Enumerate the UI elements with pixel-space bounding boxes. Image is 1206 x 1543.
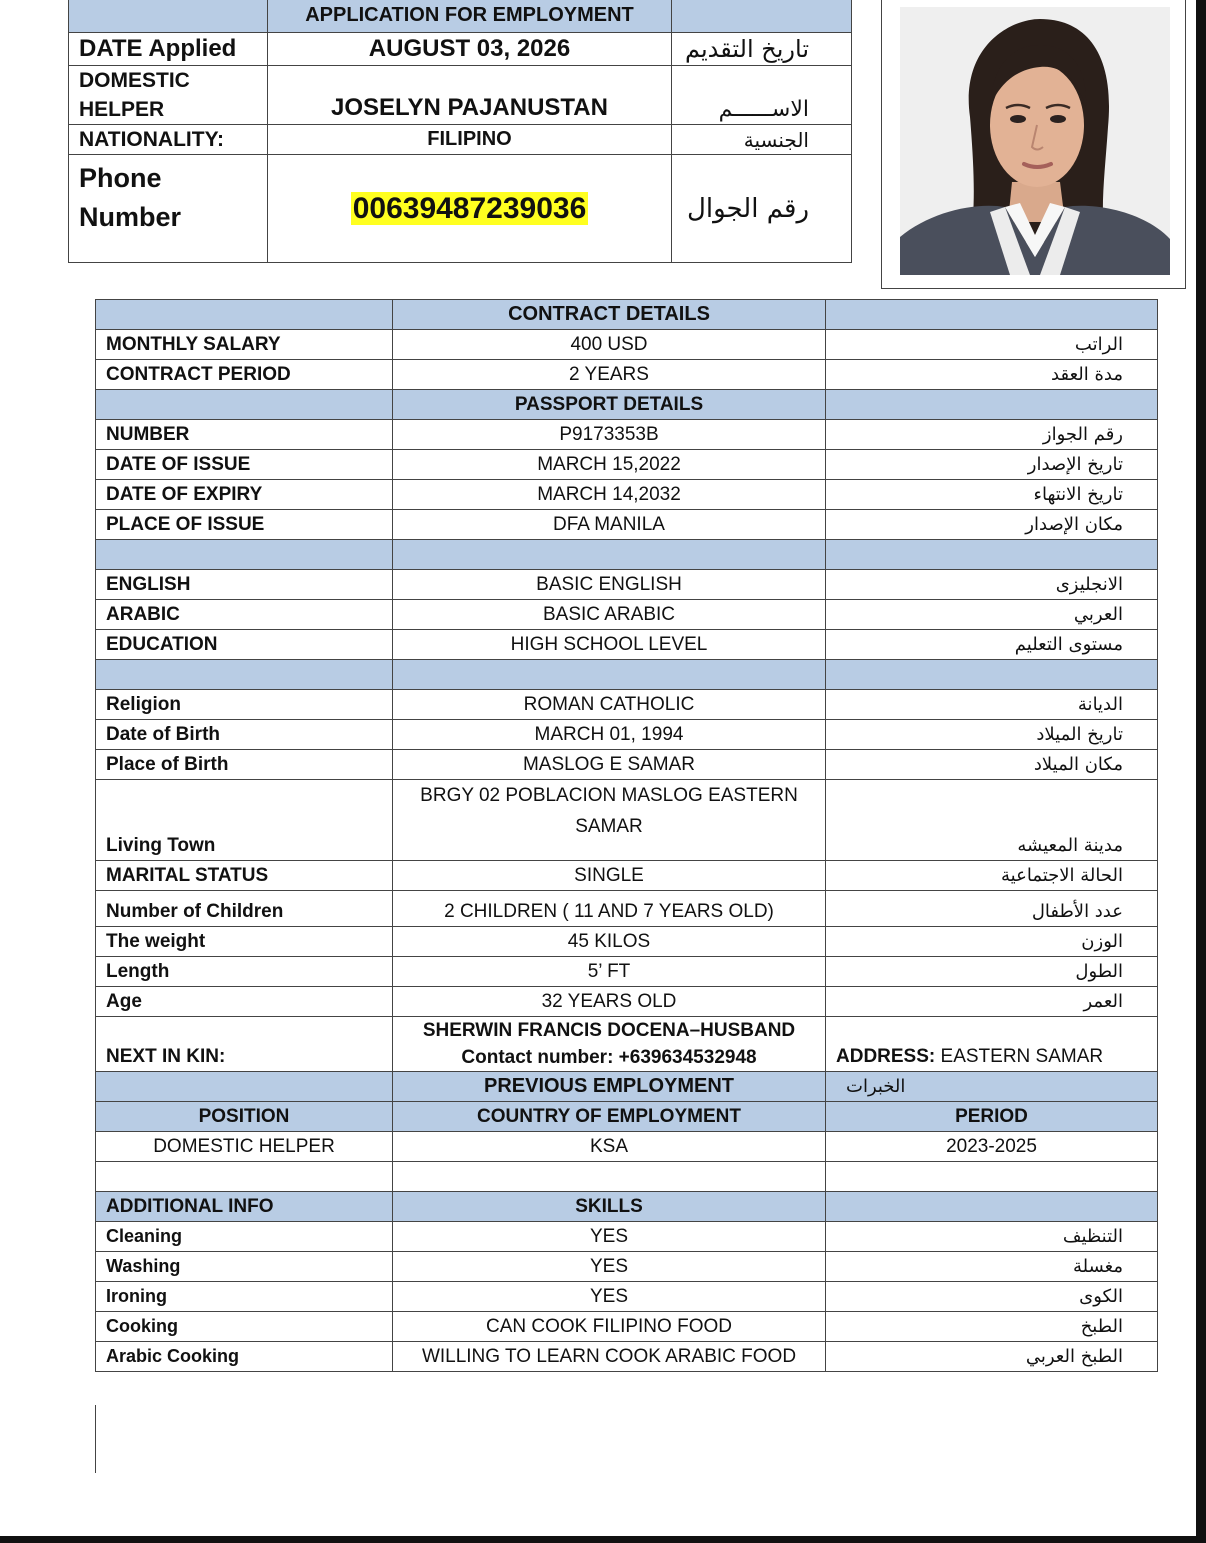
previous-employment-heading: PREVIOUS EMPLOYMENT [393,1072,826,1102]
helper-label [69,66,268,125]
previous-employment-arabic: الخبرات [826,1072,1158,1102]
details-table [95,299,1158,1372]
table-left-border-line [95,1405,96,1473]
row-arabic: الطبخ [826,1312,1158,1342]
column-header: PERIOD [826,1102,1158,1132]
row-label: Arabic Cooking [96,1342,393,1372]
row-value: BASIC ENGLISH [393,570,826,600]
row-arabic: الطبخ العربي [826,1342,1158,1372]
row-value: P9173353B [393,420,826,450]
next-of-kin-name: SHERWIN FRANCIS DOCENA–HUSBAND [422,1020,796,1041]
next-of-kin-contact: Contact number: +639634532948 [461,1047,757,1068]
row-value: SINGLE [393,861,826,891]
skills-heading: SKILLS [393,1192,826,1222]
employment-blank-row [96,1162,1158,1192]
column-header: POSITION [96,1102,393,1132]
living-town-value [393,780,826,861]
form-title: APPLICATION FOR EMPLOYMENT [268,0,672,33]
employment-row [96,1132,1158,1162]
row-label: DATE OF EXPIRY [96,480,393,510]
living-town-arabic: مدينة المعيشه [826,780,1158,861]
row-value: MARCH 01, 1994 [393,720,826,750]
phone-label [69,155,268,263]
phone-label-line-1: Phone [79,163,162,193]
skill-row [96,1222,1158,1252]
nationality-label: NATIONALITY: [69,125,268,155]
applicant-photo [900,7,1170,275]
row-value: MARCH 15,2022 [393,450,826,480]
row-value: ROMAN CATHOLIC [393,690,826,720]
skill-row [96,1342,1158,1372]
living-town-line-1: BRGY 02 POBLACION MASLOG EASTERN [420,785,798,806]
row-label: ARABIC [96,600,393,630]
nationality-row [69,125,852,155]
form-title-row [69,0,852,33]
row-label: EDUCATION [96,630,393,660]
blank-header-row [96,540,1158,570]
language-row [96,600,1158,630]
row-arabic: العمر [826,987,1158,1017]
row-arabic: الوزن [826,927,1158,957]
date-applied-row [69,33,852,66]
row-label: DATE OF ISSUE [96,450,393,480]
row-arabic: الطول [826,957,1158,987]
row-label: The weight [96,927,393,957]
row-arabic: تاريخ الإصدار [826,450,1158,480]
phone-row [69,155,852,263]
date-applied-label: DATE Applied [69,33,268,66]
personal-row [96,690,1158,720]
language-row [96,630,1158,660]
row-value: YES [393,1282,826,1312]
living-town-line-2: SAMAR [575,816,643,837]
row-label: Washing [96,1252,393,1282]
row-value: 2 YEARS [393,360,826,390]
employment-country: KSA [393,1132,826,1162]
passport-details-heading: PASSPORT DETAILS [393,390,826,420]
column-header: COUNTRY OF EMPLOYMENT [393,1102,826,1132]
contract-row [96,360,1158,390]
applicant-portrait-image [900,7,1170,275]
row-arabic: الحالة الاجتماعية [826,861,1158,891]
helper-label-line-2: HELPER [79,98,165,121]
row-arabic: مستوى التعليم [826,630,1158,660]
nationality-value: FILIPINO [268,125,672,155]
personal-row [96,861,1158,891]
row-arabic: تاريخ الميلاد [826,720,1158,750]
employment-position: DOMESTIC HELPER [96,1132,393,1162]
passport-details-header [96,390,1158,420]
helper-name-arabic: الاســــــم [672,66,852,125]
row-label: Number of Children [96,891,393,927]
row-value: CAN COOK FILIPINO FOOD [393,1312,826,1342]
row-label: MONTHLY SALARY [96,330,393,360]
living-town-label: Living Town [96,780,393,861]
row-label: NUMBER [96,420,393,450]
row-label: PLACE OF ISSUE [96,510,393,540]
blank-header-row [96,660,1158,690]
skill-row [96,1252,1158,1282]
additional-info-heading: ADDITIONAL INFO [96,1192,393,1222]
date-applied-value: AUGUST 03, 2026 [268,33,672,66]
row-value: 45 KILOS [393,927,826,957]
row-label: Age [96,987,393,1017]
row-arabic: مغسلة [826,1252,1158,1282]
language-row [96,570,1158,600]
address-value: EASTERN SAMAR [940,1046,1104,1067]
row-arabic: مكان الميلاد [826,750,1158,780]
row-label: Ironing [96,1282,393,1312]
row-label: ENGLISH [96,570,393,600]
row-value: WILLING TO LEARN COOK ARABIC FOOD [393,1342,826,1372]
personal-row [96,720,1158,750]
date-applied-arabic: تاريخ التقديم [672,33,852,66]
next-of-kin-label: NEXT IN KIN: [96,1017,393,1072]
row-value: 32 YEARS OLD [393,987,826,1017]
row-arabic: التنظيف [826,1222,1158,1252]
passport-row [96,420,1158,450]
row-value: MARCH 14,2032 [393,480,826,510]
helper-name: JOSELYN PAJANUSTAN [268,66,672,125]
next-of-kin-row [96,1017,1158,1072]
nationality-arabic: الجنسية [672,125,852,155]
row-label: MARITAL STATUS [96,861,393,891]
phone-label-line-2: Number [79,202,182,232]
row-value: HIGH SCHOOL LEVEL [393,630,826,660]
personal-row [96,957,1158,987]
row-value: BASIC ARABIC [393,600,826,630]
row-arabic: العربي [826,600,1158,630]
row-label: Length [96,957,393,987]
row-label: Date of Birth [96,720,393,750]
row-arabic: تاريخ الانتهاء [826,480,1158,510]
contract-row [96,330,1158,360]
employment-period: 2023-2025 [826,1132,1158,1162]
row-arabic: مدة العقد [826,360,1158,390]
personal-row [96,891,1158,927]
applicant-photo-frame [881,0,1186,289]
row-value: 400 USD [393,330,826,360]
skills-header [96,1192,1158,1222]
employment-columns-row [96,1102,1158,1132]
row-label: Religion [96,690,393,720]
row-arabic: الراتب [826,330,1158,360]
passport-row [96,480,1158,510]
applicant-info-table [68,0,852,263]
skill-row [96,1312,1158,1342]
row-value: 5’ FT [393,957,826,987]
row-arabic: الانجليزى [826,570,1158,600]
personal-row [96,987,1158,1017]
row-label: Place of Birth [96,750,393,780]
row-arabic: الديانة [826,690,1158,720]
row-arabic: الكوى [826,1282,1158,1312]
skill-row [96,1282,1158,1312]
row-value: YES [393,1252,826,1282]
contract-details-heading: CONTRACT DETAILS [393,300,826,330]
contract-details-header [96,300,1158,330]
row-label: Cooking [96,1312,393,1342]
row-arabic: رقم الجواز [826,420,1158,450]
previous-employment-header [96,1072,1158,1102]
living-town-row [96,780,1158,861]
helper-name-row [69,66,852,125]
row-value: YES [393,1222,826,1252]
row-label: Cleaning [96,1222,393,1252]
personal-row [96,750,1158,780]
row-value: 2 CHILDREN ( 11 AND 7 YEARS OLD) [393,891,826,927]
passport-row [96,510,1158,540]
row-label: CONTRACT PERIOD [96,360,393,390]
address-label: ADDRESS: [836,1046,936,1067]
phone-number-highlight: 00639487239036 [352,191,587,225]
next-of-kin-value [393,1017,826,1072]
phone-arabic: رقم الجوال [672,155,852,263]
row-value: DFA MANILA [393,510,826,540]
phone-cell [268,155,672,263]
next-of-kin-address [826,1017,1158,1072]
personal-row [96,927,1158,957]
helper-label-line-1: DOMESTIC [79,69,190,92]
row-arabic: مكان الإصدار [826,510,1158,540]
row-value: MASLOG E SAMAR [393,750,826,780]
passport-row [96,450,1158,480]
row-arabic: عدد الأطفال [826,891,1158,927]
